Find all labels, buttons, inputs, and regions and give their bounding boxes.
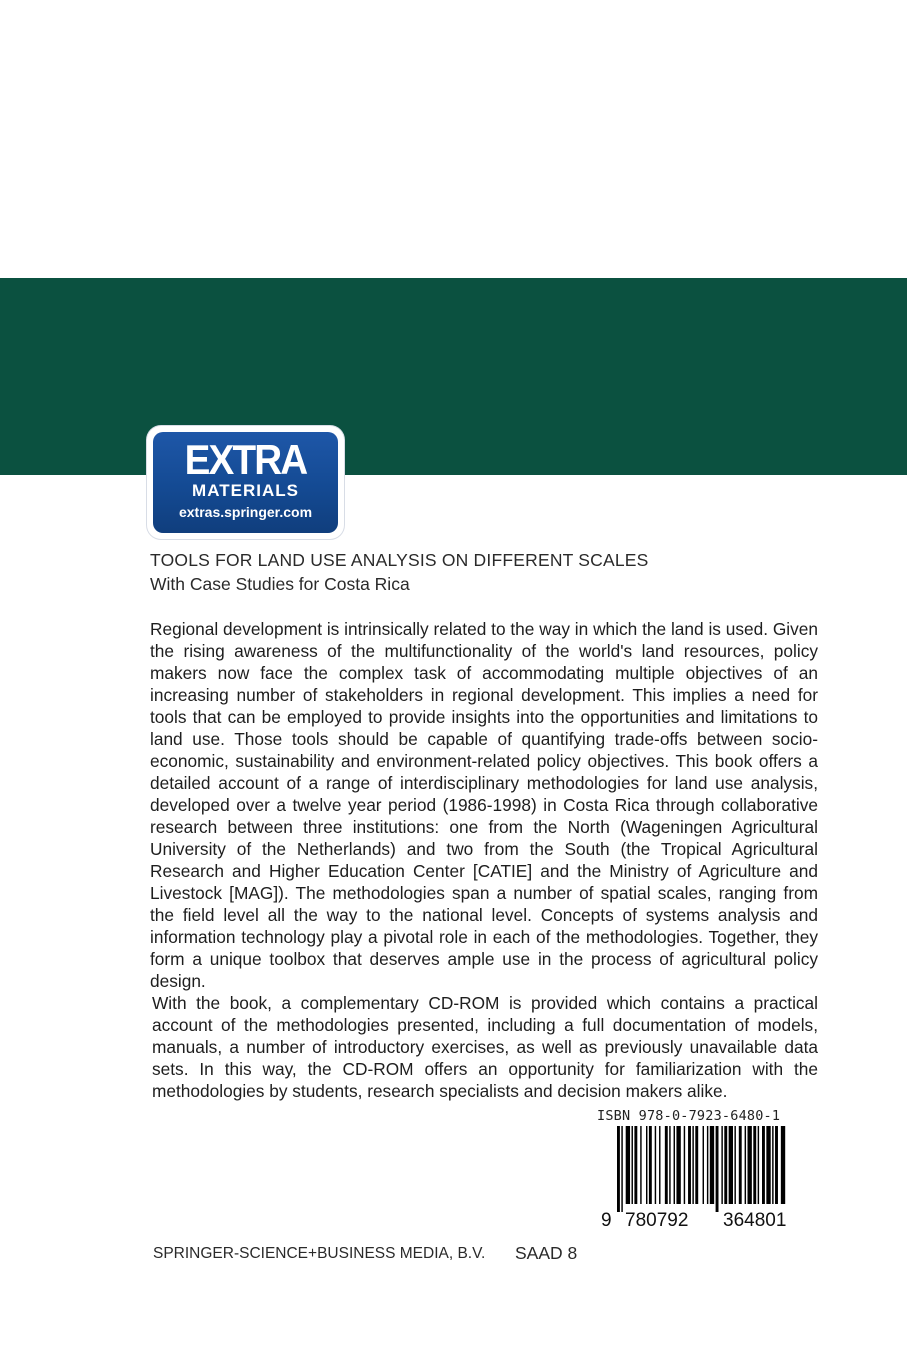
- barcode-bar: [655, 1126, 656, 1204]
- barcode-bar: [781, 1126, 785, 1204]
- barcode-bar: [659, 1126, 660, 1204]
- barcode-bar: [692, 1126, 693, 1204]
- book-subtitle: With Case Studies for Costa Rica: [150, 574, 410, 594]
- book-title: TOOLS FOR LAND USE ANALYSIS ON DIFFERENT SCALES: [150, 550, 649, 570]
- barcode-bar: [721, 1126, 722, 1204]
- barcode-bar: [665, 1126, 668, 1204]
- barcode-bar: [646, 1126, 647, 1204]
- barcode-bar: [745, 1126, 746, 1204]
- barcode-bar: [703, 1126, 704, 1204]
- barcode-bar: [762, 1126, 765, 1204]
- isbn-barcode: [595, 1108, 820, 1236]
- barcode-bar: [710, 1126, 714, 1204]
- barcode-bar: [775, 1126, 778, 1204]
- barcode-bars: [595, 1126, 795, 1212]
- series-code: SAAD 8: [515, 1243, 578, 1263]
- barcode-bar: [674, 1126, 675, 1204]
- barcode-digit-group-2: 364801: [723, 1210, 787, 1231]
- barcode-bar: [634, 1126, 637, 1204]
- barcode-bar: [739, 1126, 742, 1204]
- barcode-bar: [640, 1126, 641, 1204]
- barcode-bar: [707, 1126, 708, 1204]
- barcode-bar: [748, 1126, 752, 1204]
- badge-url-link[interactable]: extras.springer.com: [178, 504, 313, 520]
- barcode-bar: [724, 1126, 727, 1204]
- badge-materials-text: MATERIALS: [192, 481, 299, 500]
- barcode-bar: [695, 1126, 698, 1204]
- barcode-bar: [669, 1126, 670, 1204]
- barcode-bar: [676, 1126, 680, 1204]
- barcode-bar: [621, 1126, 622, 1212]
- barcode-bar: [632, 1126, 633, 1204]
- barcode-bar: [758, 1126, 759, 1204]
- barcode-bar: [772, 1126, 773, 1204]
- barcode-digit-group-1: 780792: [625, 1210, 689, 1231]
- description-paragraph-1: Regional development is intrinsically related to the way in which the land is used. Given the rising awareness of the multifunctionality of the world's land resources, policy makers now face the complex task of accommodating multiple objectives of an increasing number of stakeholders in regional development. This implies a need for tools that can be employed to provide insights into the opportunities and limitations to land use. Those tools should be capable of quantifying trade-offs between socio-economic, sustainability and environment-related policy objectives. This book offers a detailed account of a range of interdisciplinary methodologies for land use analysis, developed over a twelve year period (1986-1998) in Costa Rica through collaborative research between three institutions: one from the North (Wageningen Agricultural University of the Netherlands) and two from the South (the Tropical Agricultural Research and Higher Education Center [CATIE] and the Ministry of Agriculture and Livestock [MAG]). The methodologies span a number of spatial scales, ranging from the field level all the way to the national level. Concepts of systems analysis and information technology play a pivotal role in each of the methodologies. Together, they form a unique toolbox that deserves ample use in the process of agricultural policy design.: [150, 619, 818, 991]
- publisher-name: SPRINGER-SCIENCE+BUSINESS MEDIA, B.V.: [153, 1245, 486, 1262]
- barcode-bar: [753, 1126, 756, 1204]
- isbn-label: ISBN 978-0-7923-6480-1: [597, 1108, 781, 1124]
- barcode-digit-first: 9: [601, 1210, 612, 1231]
- barcode-bar: [649, 1126, 652, 1204]
- barcode-bar: [626, 1126, 630, 1204]
- description: [150, 618, 818, 1102]
- barcode-bar: [716, 1126, 719, 1212]
- barcode-bar: [617, 1126, 620, 1212]
- barcode-bar: [734, 1126, 735, 1204]
- barcode-bar: [688, 1126, 691, 1204]
- barcode-bar: [766, 1126, 770, 1204]
- extra-materials-badge[interactable]: [147, 426, 344, 539]
- badge-extra-text: EXTRA: [184, 436, 307, 483]
- barcode-bar: [729, 1126, 733, 1204]
- badge-inner: [153, 432, 338, 533]
- green-band: [0, 278, 907, 475]
- description-paragraph-2: With the book, a complementary CD-ROM is provided which contains a practical account of the methodologies presented, including a full documentation of models, manuals, a number of introductory exercises, as well as previously unavailable data sets. In this way, the CD-ROM offers an opportunity for familiarization with the methodologies by students, research specialists and decision makers alike.: [152, 993, 818, 1101]
- barcode-bar: [684, 1126, 685, 1204]
